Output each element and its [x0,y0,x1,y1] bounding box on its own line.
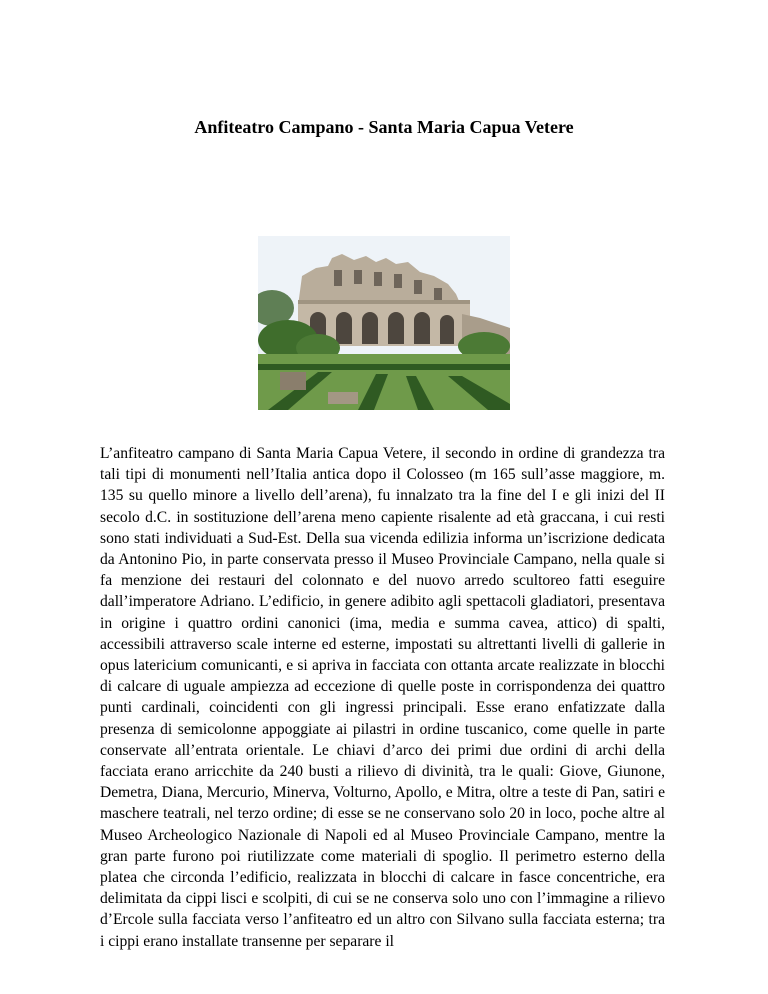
page-title: Anfiteatro Campano - Santa Maria Capua Vetere [194,117,574,137]
body-paragraph: L’anfiteatro campano di Santa Maria Capua Vetere, il secondo in ordine di grandezza tra tali tipi di monumenti nell’Italia antica dopo il Colosseo (m 165 sull’asse maggiore, m. 135 su quello minore a livello dell’arena), fu innalzato tra la fine del I e gli inizi del II secolo d.C. in sostituzione dell’arena meno capiente risalente ad età graccana, i cui resti sono stati individuati a Sud-Est. Della sua vicenda edilizia informa un’iscrizione dedicata da Antonino Pio, in parte conservata presso il Museo Provinciale Campano, nella quale si fa menzione dei restauri del colonnato e del nuovo arredo scultoreo fatti eseguire dall’imperatore Adriano. L’edificio, in genere adibito agli spettacoli gladiatori, presentava in origine i quattro ordini canonici (ima, media e summa cavea, attico) di spalti, accessibili attraverso scale interne ed esterne, impostati su altrettanti livelli di gallerie in opus latericium comunicanti, e si apriva in facciata con ottanta arcate realizzate in blocchi di calcare di uguale ampiezza ad eccezione di quelle poste in corrispondenza dei quattro punti cardinali, coincidenti con gli ingressi principali. Esse erano enfatizzate dalla presenza di semicolonne appoggiate ai pilastri in ordine tuscanico, come quelle in parte conservate all’entrata orientale. Le chiavi d’arco dei primi due ordini di archi della facciata erano arricchite da 240 busti a rilievo di divinità, tra le quali: Giove, Giunone, Demetra, Diana, Mercurio, Minerva, Volturno, Apollo, e Mitra, oltre a teste di Pan, satiri e maschere teatrali, nel terzo ordine; di esse se ne conservano solo 20 in loco, poche altre al Museo Archeologico Nazionale di Napoli ed al Museo Provinciale Campano, mentre la gran parte furono poi riutilizzate come materiali di spoglio. Il perimetro esterno della platea che circonda l’edificio, realizzata in blocchi di calcare in fasce concentriche, era delimitata da cippi lisci e scolpiti, di cui se ne conserva solo uno con l’immagine a rilievo d’Ercole sulla facciata verso l’anfiteatro ed un altro con Silvano sulla facciata esterna; tra i cippi erano installate transenne per separare il [100,445,665,950]
amphitheatre-photo [258,236,510,410]
